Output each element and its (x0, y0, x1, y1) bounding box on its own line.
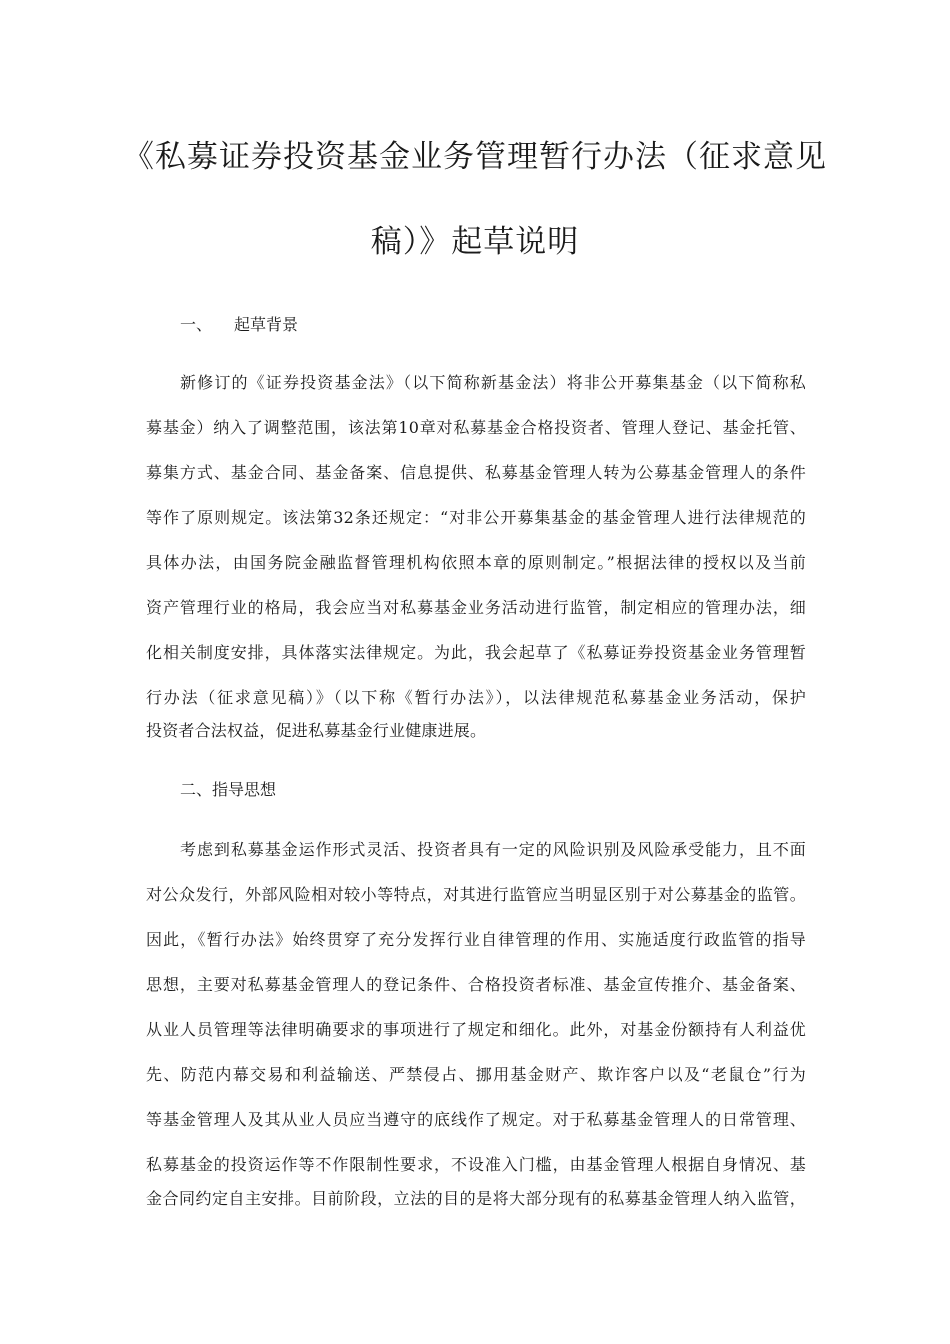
section-heading-background (180, 313, 298, 337)
paragraph-line: 新修订的《证券投资基金法》（以下简称新基金法）将非公开募集基金（以下简称私 (180, 373, 806, 392)
document-title-line-1: 《私募证券投资基金业务管理暂行办法（征求意见 (123, 139, 827, 175)
section-heading-guiding-principles (180, 778, 276, 802)
section-title: 起草背景 (234, 315, 299, 334)
paragraph-line: 考虑到私募基金运作形式灵活、投资者具有一定的风险识别及风险承受能力，且不面 (180, 840, 806, 859)
paragraph-line: 因此，《暂行办法》始终贯穿了充分发挥行业自律管理的作用、实施适度行政监管的指导 (146, 930, 806, 949)
paragraph-line: 具体办法，由国务院金融监督管理机构依照本章的原则制定。”根据法律的授权以及当前 (146, 553, 806, 572)
paragraph-line: 等基金管理人及其从业人员应当遵守的底线作了规定。对于私募基金管理人的日常管理、 (146, 1110, 806, 1129)
paragraph-line: 从业人员管理等法律明确要求的事项进行了规定和细化。此外，对基金份额持有人利益优 (146, 1020, 806, 1039)
paragraph-line: 金合同约定自主安排。目前阶段，立法的目的是将大部分现有的私募基金管理人纳入监管， (146, 1189, 806, 1208)
paragraph-line: 行办法（征求意见稿）》（以下称《暂行办法》），以法律规范私募基金业务活动，保护 (146, 688, 806, 707)
paragraph-line: 化相关制度安排，具体落实法律规定。为此，我会起草了《私募证券投资基金业务管理暂 (146, 643, 806, 662)
section-title: 指导思想 (212, 780, 277, 799)
paragraph-line: 投资者合法权益，促进私募基金行业健康进展。 (146, 721, 487, 740)
paragraph-line: 私募基金的投资运作等不作限制性要求，不设准入门槛，由基金管理人根据自身情况、基 (146, 1155, 806, 1174)
paragraph-line: 资产管理行业的格局，我会应当对私募基金业务活动进行监管，制定相应的管理办法，细 (146, 598, 806, 617)
paragraph-line: 募集方式、基金合同、基金备案、信息提供、私募基金管理人转为公募基金管理人的条件 (146, 463, 806, 482)
section-number: 一、 (180, 315, 213, 334)
document-title-line-2: 稿）》起草说明 (370, 224, 580, 260)
paragraph-line: 思想，主要对私募基金管理人的登记条件、合格投资者标准、基金宣传推介、基金备案、 (146, 975, 806, 994)
paragraph-line: 募基金）纳入了调整范围，该法第10章对私募基金合格投资者、管理人登记、基金托管、 (146, 418, 806, 437)
section-number: 二、 (180, 780, 213, 799)
paragraph-line: 对公众发行，外部风险相对较小等特点，对其进行监管应当明显区别于对公募基金的监管。 (146, 885, 806, 904)
paragraph-line: 先、防范内幕交易和利益输送、严禁侵占、挪用基金财产、欺诈客户以及“老鼠仓”行为 (146, 1065, 806, 1084)
paragraph-line: 等作了原则规定。该法第32条还规定：“对非公开募集基金的基金管理人进行法律规范的 (146, 508, 806, 527)
